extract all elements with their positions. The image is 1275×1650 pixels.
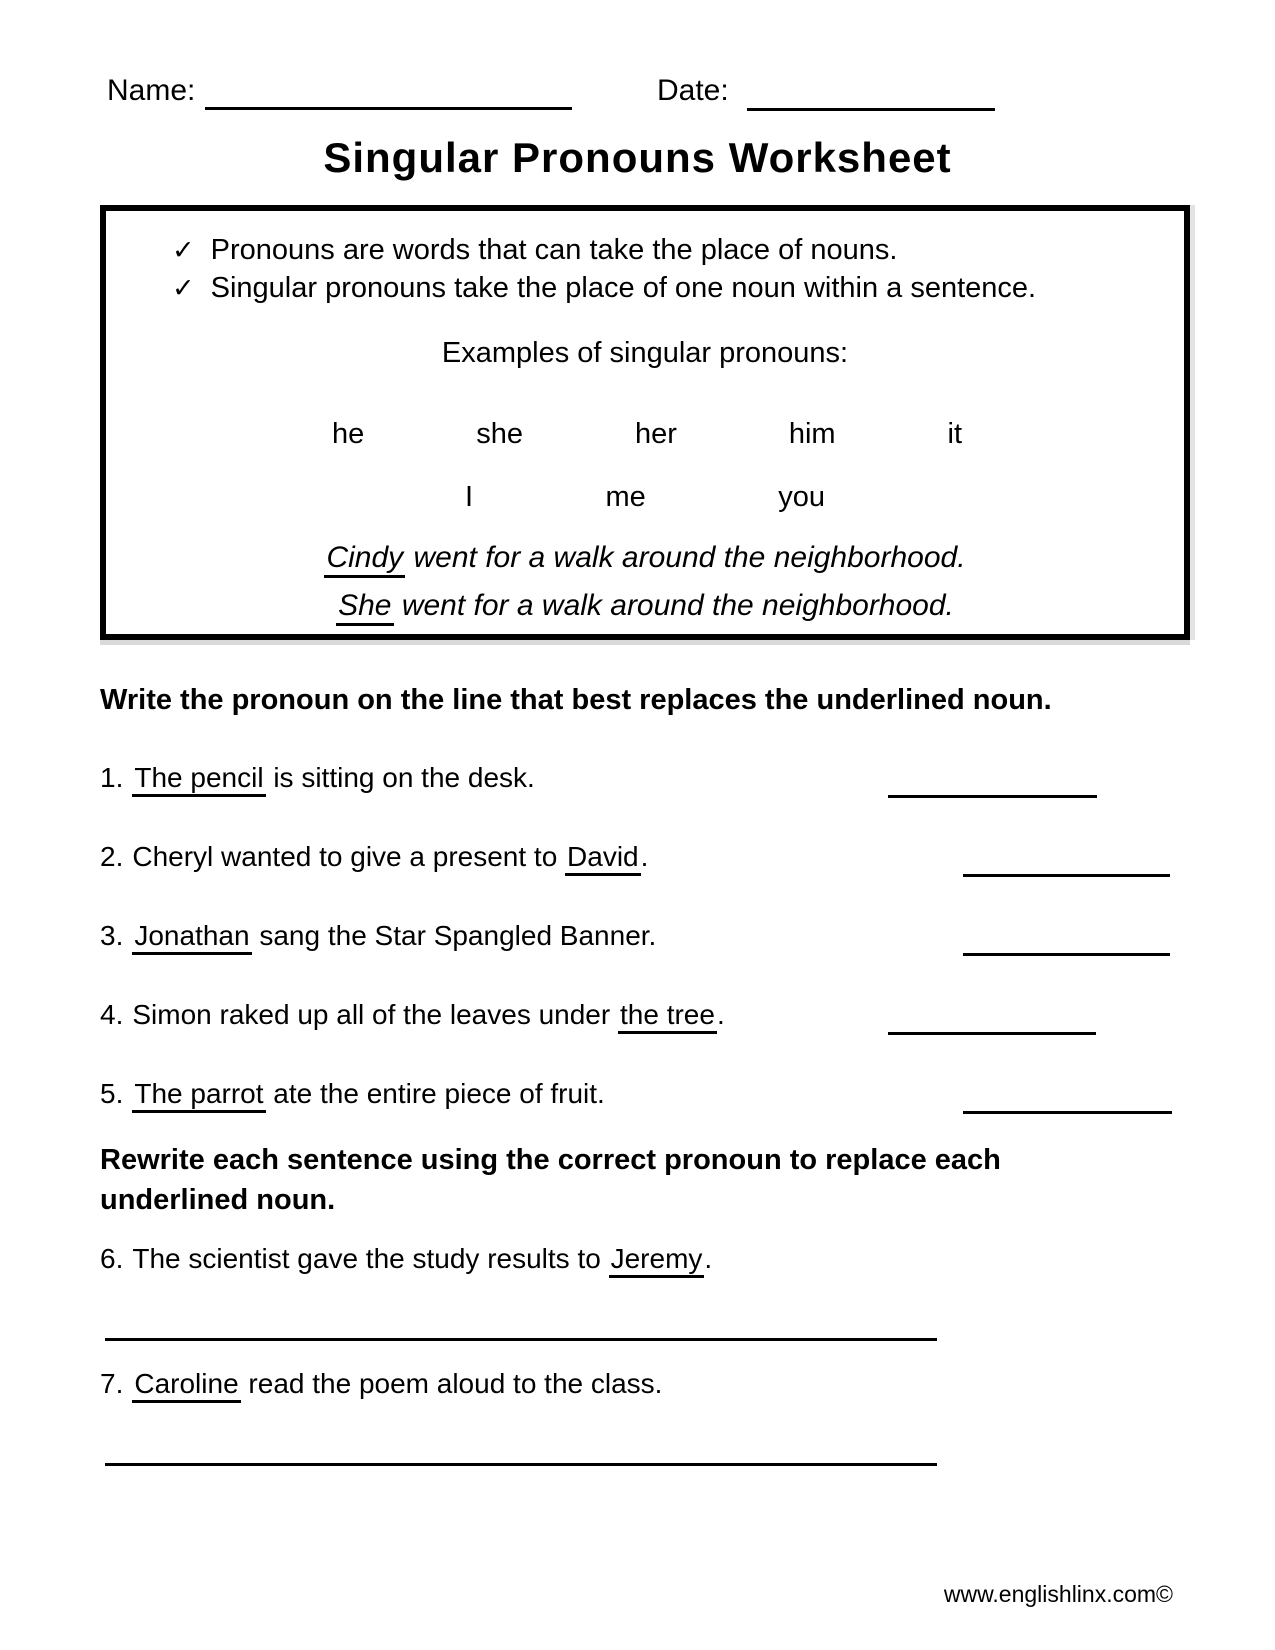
info-bullet-2-text: Singular pronouns take the place of one noun within a sentence. [210,272,1037,304]
section2-instruction [100,1140,1001,1220]
question-3-underlined-noun: Jonathan [132,920,251,955]
name-label: Name: [107,74,196,107]
question-4 [100,999,725,1031]
pronoun-row-1 [332,418,962,451]
date-field-line[interactable] [747,108,995,111]
section2-instruction-line1: Rewrite each sentence using the correct pronoun to replace each [100,1144,1001,1176]
info-bullet-1 [172,231,1036,269]
pronoun-she: she [476,418,523,450]
question-4-underlined-noun: the tree [618,999,717,1034]
info-bullet-1-text: Pronouns are words that can take the place of nouns. [210,234,898,266]
examples-heading: Examples of singular pronouns: [441,337,849,369]
question-6-text-post: . [704,1243,713,1274]
answer-line-4[interactable] [888,1032,1096,1035]
answer-line-1[interactable] [888,795,1097,798]
question-6-text: The scientist gave the study results to [132,1243,609,1274]
pronoun-row-2 [465,481,825,514]
question-4-number: 4. [100,999,124,1030]
question-5 [100,1078,605,1110]
question-7-number: 7. [100,1368,124,1399]
check-icon: ✓ [172,273,195,303]
question-7-underlined-noun: Caroline [132,1368,240,1403]
pronoun-me: me [605,481,646,513]
question-3 [100,920,656,952]
answer-line-2[interactable] [963,874,1170,877]
example-2-rest: went for a walk around the neighborhood. [393,589,954,622]
answer-line-7[interactable] [105,1463,937,1466]
question-3-number: 3. [100,920,124,951]
question-2-number: 2. [100,841,124,872]
question-2-underlined-noun: David [565,841,641,876]
pronoun-you: you [778,481,825,513]
question-4-text: Simon raked up all of the leaves under [132,999,618,1030]
name-field-line[interactable] [205,107,572,110]
question-7-text: read the poem aloud to the class. [240,1368,663,1399]
answer-line-6[interactable] [105,1338,937,1341]
date-label: Date: [657,74,729,107]
question-1-underlined-noun: The pencil [132,762,265,797]
example-sentence-1 [106,541,1184,575]
pronoun-her: her [634,418,677,450]
section1-instruction: Write the pronoun on the line that best replaces the underlined noun. [100,684,1052,716]
pronoun-him: him [788,418,836,450]
question-2-text: Cheryl wanted to give a present to [132,841,566,872]
question-5-text: ate the entire piece of fruit. [265,1078,605,1109]
question-1-number: 1. [100,762,124,793]
page-title: Singular Pronouns Worksheet [323,134,952,181]
example-2-underlined-noun: She [336,589,393,626]
answer-line-5[interactable] [963,1111,1172,1114]
question-6-underlined-noun: Jeremy [609,1243,705,1278]
question-5-underlined-noun: The parrot [132,1078,265,1113]
answer-line-3[interactable] [963,953,1170,956]
check-icon: ✓ [172,235,195,265]
question-3-text: sang the Star Spangled Banner. [251,920,657,951]
question-2 [100,841,648,873]
question-1 [100,762,535,794]
example-1-underlined-noun: Cindy [324,541,405,578]
example-sentence-2 [106,589,1184,623]
pronoun-it: it [947,418,962,450]
info-bullet-list [172,231,1036,307]
question-1-text: is sitting on the desk. [265,762,535,793]
info-bullet-2 [172,269,1036,307]
example-1-rest: went for a walk around the neighborhood. [405,541,966,574]
section2-instruction-line2: underlined noun. [100,1184,336,1216]
pronoun-i: I [465,481,474,513]
question-2-text-post: . [640,841,649,872]
question-4-text-post: . [716,999,725,1030]
footer-site-url: www.englishlinx.com© [943,1581,1173,1607]
pronoun-he: he [332,418,365,450]
question-6-number: 6. [100,1243,124,1274]
info-box [100,205,1190,640]
question-6 [100,1243,712,1275]
question-7 [100,1368,662,1400]
question-5-number: 5. [100,1078,124,1109]
